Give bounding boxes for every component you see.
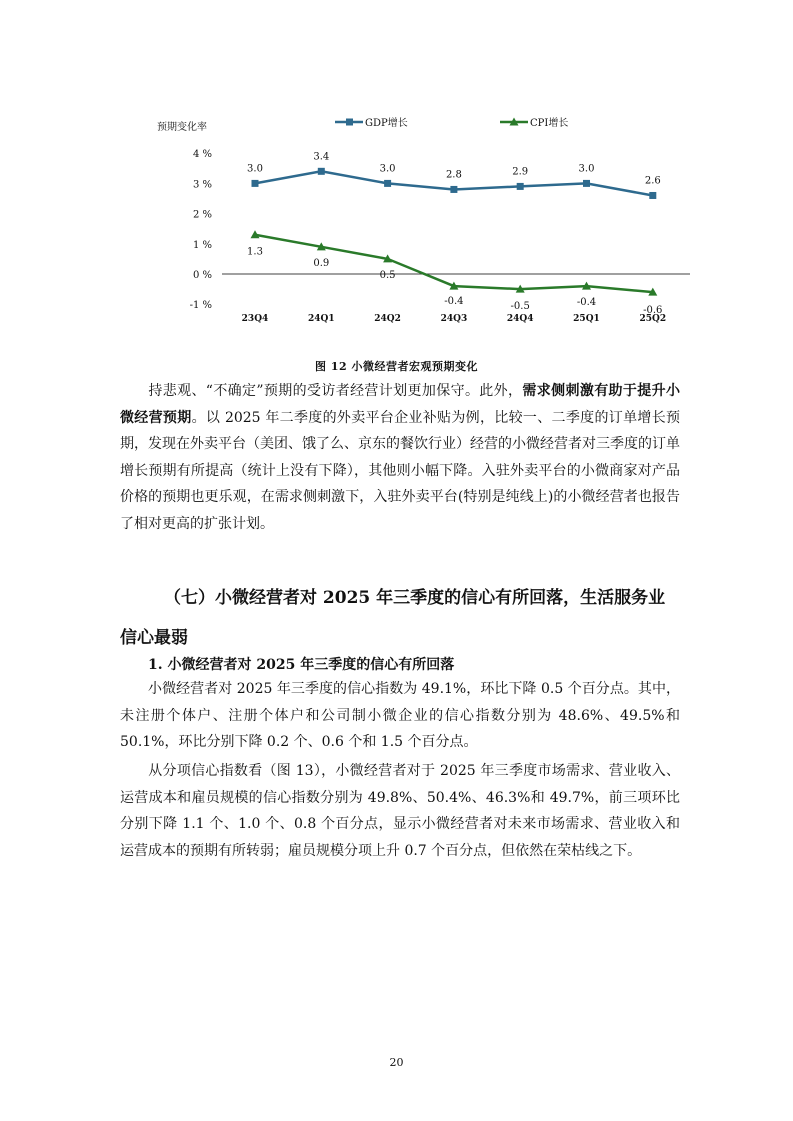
data-point-gdp	[450, 186, 457, 193]
data-label-cpi: -0.6	[643, 305, 663, 317]
data-label-gdp: 2.6	[644, 175, 661, 187]
data-point-gdp	[517, 183, 524, 190]
macro-expectation-chart	[0, 0, 793, 345]
data-label-cpi: -0.5	[510, 301, 530, 313]
data-label-cpi: 0.9	[313, 257, 330, 269]
figure-caption: 图 12 小微经营者宏观预期变化	[315, 360, 478, 373]
data-point-gdp	[384, 180, 391, 187]
data-label-cpi: 0.5	[379, 269, 396, 281]
x-tick-label: 24Q2	[374, 314, 401, 324]
x-tick-label: 23Q4	[241, 314, 269, 324]
section-heading: （七）小微经营者对 2025 年三季度的信心有所回落，生活服务业信心最弱	[120, 588, 666, 648]
x-tick-label: 24Q1	[307, 314, 335, 324]
x-tick-label: 24Q3	[440, 314, 468, 324]
legend-marker-square	[346, 119, 353, 126]
paragraph-sub-indices: 从分项信心指数看（图 13），小微经营者对于 2025 年三季度市场需求、营业收入、运营成本和雇员规模的信心指数分别为 49.8%、50.4%、46.3%和 49.7%，前三项环比分别下降 1.1 个、1.0 个、0.8 个百分点，显示小微经营者对未来市场需求、营业收入和运营成本的预期有所转弱；雇员规模分项上升 0.7 个百分点，但依然在荣枯线之下。	[120, 763, 680, 859]
x-tick-label: 25Q1	[573, 314, 600, 324]
paragraph-text: 持悲观、“不确定”预期的受访者经营计划更加保守。此外，	[148, 383, 523, 399]
data-label-gdp: 2.9	[512, 166, 529, 178]
data-label-gdp: 3.0	[247, 163, 263, 175]
data-label-cpi: -0.4	[444, 296, 464, 308]
data-label-cpi: -0.4	[576, 297, 597, 309]
paragraph-text: 。以 2025 年二季度的外卖平台企业补贴为例，比较一、二季度的订单增长预期，发现在外卖平台（美团、饿了么、京东的餐饮行业）经营的小微经营者对三季度的订单增长预期有所提高（统计上没有下降），其他则小幅下降。入驻外卖平台的小微商家对产品价格的预期也更乐观，在需求侧刺激下，入驻外卖平台(特别是纯线上)的小微经营者也报告了相对更高的扩张计划。	[120, 409, 681, 532]
data-label-gdp: 2.8	[445, 169, 462, 181]
sub-heading: 1. 小微经营者对 2025 年三季度的信心有所回落	[148, 657, 455, 673]
data-label-gdp: 3.4	[313, 151, 330, 163]
legend-label: CPI增长	[530, 118, 569, 129]
legend-label: GDP增长	[365, 118, 408, 129]
y-tick-label: -1 %	[189, 300, 212, 312]
data-label-gdp: 3.0	[578, 163, 595, 175]
x-tick-label: 25Q2	[639, 314, 667, 324]
data-point-gdp	[318, 168, 325, 175]
data-point-gdp	[252, 180, 259, 187]
y-tick-label: 1 %	[192, 239, 212, 251]
data-point-gdp	[583, 180, 590, 187]
y-tick-label: 4 %	[192, 149, 212, 161]
paragraph-confidence-index: 小微经营者对 2025 年三季度的信心指数为 49.1%，环比下降 0.5 个百分点。其中，未注册个体户、注册个体户和公司制小微企业的信心指数分别为 48.6%、49.5%和 50.1%，环比分别下降 0.2 个、0.6 个和 1.5 个百分点。	[120, 681, 680, 750]
data-label-gdp: 3.0	[379, 163, 396, 175]
x-tick-label: 24Q4	[506, 314, 534, 324]
y-tick-label: 2 %	[192, 209, 212, 221]
data-point-gdp	[649, 192, 656, 199]
y-axis-title: 预期变化率	[157, 122, 207, 133]
paragraph-demand-stimulus	[120, 378, 680, 537]
emphasis-text: 需求侧刺激有助于提升小微经营预期	[120, 383, 680, 426]
page-number: 20	[389, 1056, 404, 1069]
data-label-cpi: 1.3	[247, 246, 263, 258]
y-tick-label: 0 %	[192, 270, 212, 281]
y-tick-label: 3 %	[192, 179, 212, 191]
